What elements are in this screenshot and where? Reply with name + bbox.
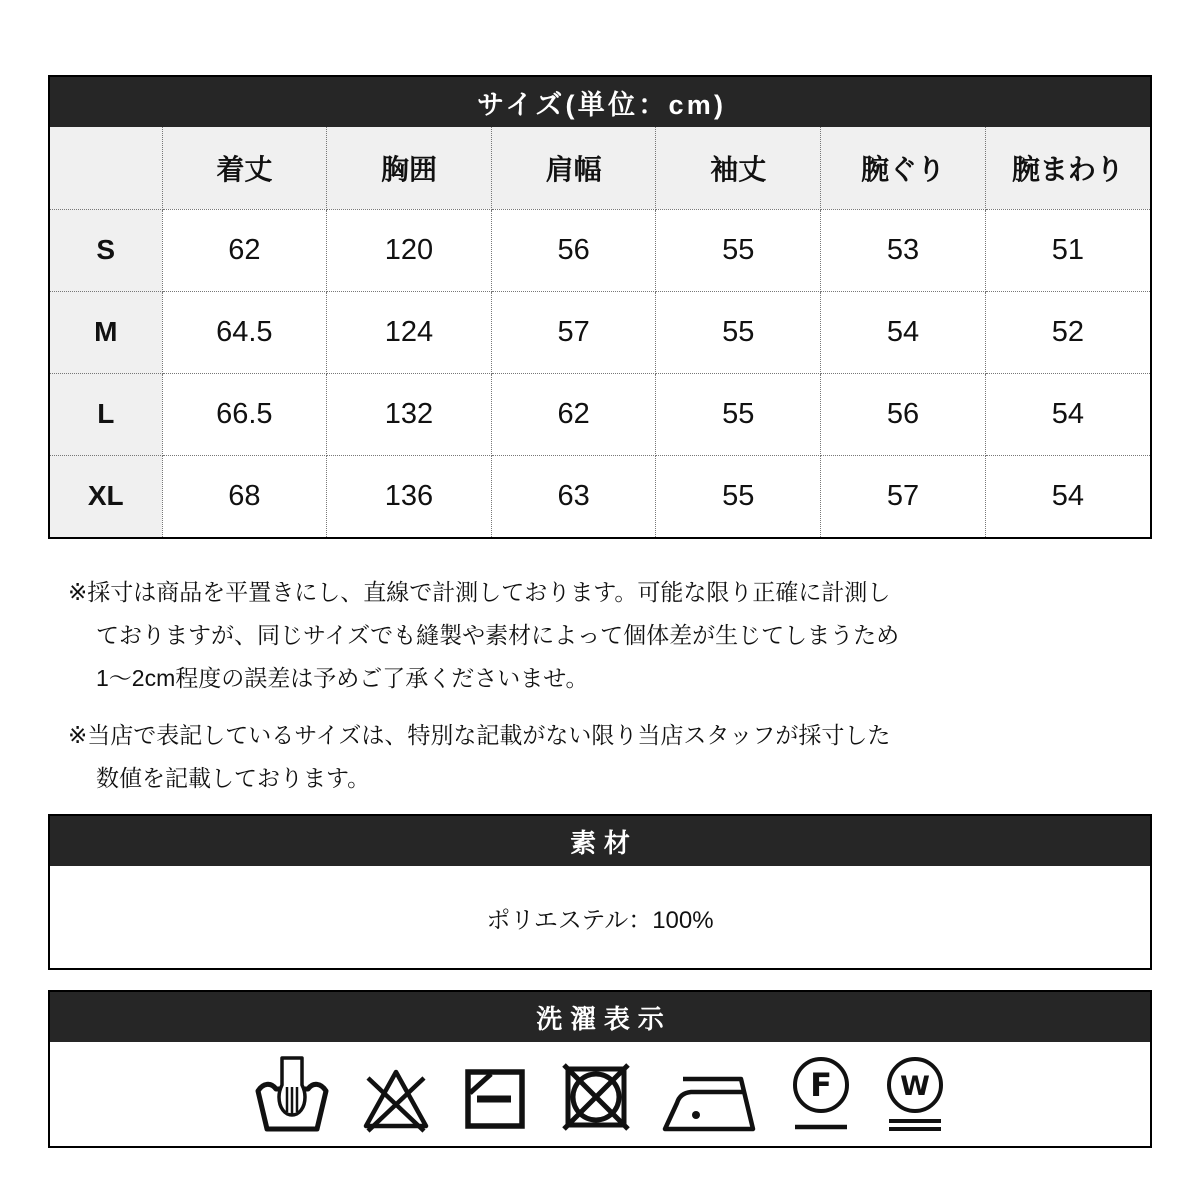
size-table-section <box>48 75 1152 539</box>
cell-value: 62 <box>491 373 656 455</box>
staff-measured-note <box>68 714 1152 800</box>
size-label: M <box>50 291 162 373</box>
cell-value: 56 <box>821 373 986 455</box>
cell-value: 66.5 <box>162 373 327 455</box>
dry-clean-petroleum-icon <box>789 1055 853 1133</box>
care-icons <box>50 1042 1150 1146</box>
size-label: S <box>50 209 162 291</box>
cell-value: 57 <box>491 291 656 373</box>
note-line: 数値を記載しております。 <box>96 765 371 791</box>
cell-value: 57 <box>821 455 986 537</box>
size-table-title: サイズ(単位：cm) <box>50 77 1150 127</box>
column-header-length: 着丈 <box>162 127 327 209</box>
do-not-tumble-dry-icon <box>559 1063 631 1133</box>
care-section <box>48 990 1152 1148</box>
material-title: 素材 <box>50 816 1150 866</box>
cell-value: 56 <box>491 209 656 291</box>
cell-value: 54 <box>821 291 986 373</box>
note-line: ※当店で表記しているサイズは、特別な記載がない限り当店スタッフが採寸した <box>68 722 891 748</box>
flat-dry-in-shade-icon <box>461 1065 529 1133</box>
size-table-header-row <box>50 127 1150 209</box>
note-line: 1〜2cm程度の誤差は予めご了承くださいませ。 <box>96 665 589 691</box>
table-row-m <box>50 291 1150 373</box>
cell-value: 120 <box>327 209 492 291</box>
column-header-sleeve: 袖丈 <box>656 127 821 209</box>
note-line: ておりますが、同じサイズでも縫製や素材によって個体差が生じてしまうため <box>96 622 900 648</box>
cell-value: 63 <box>491 455 656 537</box>
cell-value: 53 <box>821 209 986 291</box>
cell-value: 55 <box>656 373 821 455</box>
cell-value: 51 <box>985 209 1150 291</box>
size-label: XL <box>50 455 162 537</box>
column-header-armhole: 腕ぐり <box>821 127 986 209</box>
cell-value: 64.5 <box>162 291 327 373</box>
material-value: ポリエステル：100% <box>486 906 714 934</box>
cell-value: 68 <box>162 455 327 537</box>
table-row-xl <box>50 455 1150 537</box>
cell-value: 55 <box>656 209 821 291</box>
hand-wash-icon <box>253 1055 331 1133</box>
size-table <box>50 127 1150 537</box>
column-header-chest: 胸囲 <box>327 127 492 209</box>
notes <box>48 539 1152 800</box>
cell-value: 124 <box>327 291 492 373</box>
corner-cell <box>50 127 162 209</box>
table-row-s <box>50 209 1150 291</box>
column-header-arm-circumference: 腕まわり <box>985 127 1150 209</box>
cell-value: 54 <box>985 373 1150 455</box>
iron-low-heat-icon <box>661 1073 759 1133</box>
wet-clean-letter: W <box>900 1071 930 1102</box>
material-section <box>48 814 1152 970</box>
table-row-l <box>50 373 1150 455</box>
measurement-note <box>68 571 1152 700</box>
size-label: L <box>50 373 162 455</box>
do-not-bleach-icon <box>361 1063 431 1133</box>
cell-value: 132 <box>327 373 492 455</box>
cell-value: 54 <box>985 455 1150 537</box>
dry-clean-letter: F <box>810 1066 832 1104</box>
cell-value: 62 <box>162 209 327 291</box>
cell-value: 55 <box>656 455 821 537</box>
cell-value: 52 <box>985 291 1150 373</box>
cell-value: 55 <box>656 291 821 373</box>
note-line: ※採寸は商品を平置きにし、直線で計測しております。可能な限り正確に計測し <box>68 579 891 605</box>
care-title: 洗濯表示 <box>50 992 1150 1042</box>
cell-value: 136 <box>327 455 492 537</box>
wet-clean-icon <box>883 1055 947 1133</box>
column-header-shoulder: 肩幅 <box>491 127 656 209</box>
